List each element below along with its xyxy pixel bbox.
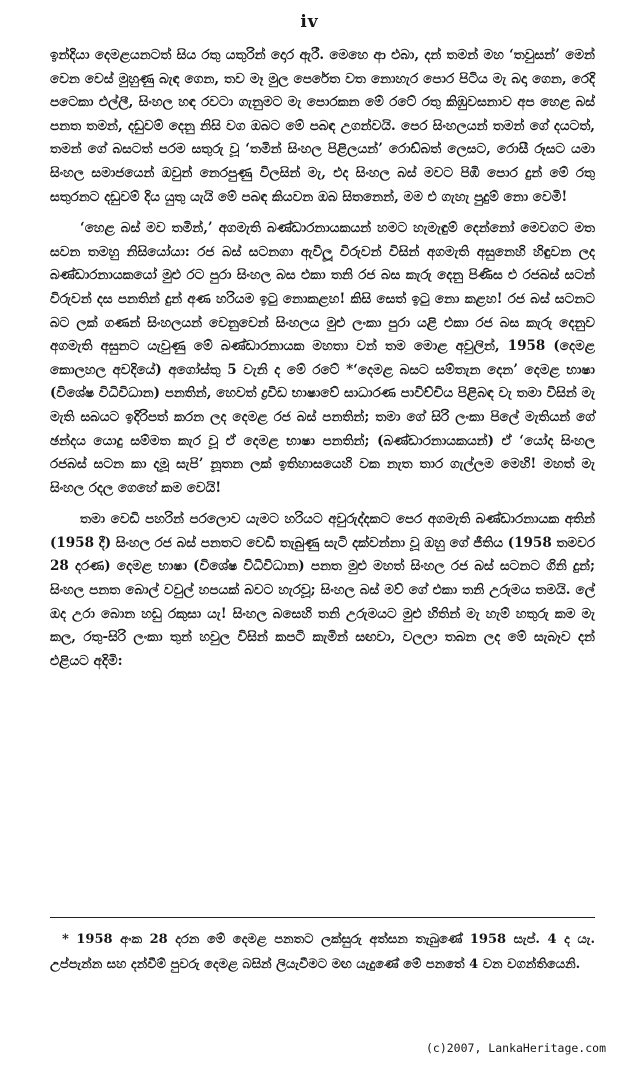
footnote [50,928,595,977]
footnote-divider [50,917,595,918]
copyright-notice: (c)2007, LankaHeritage.com [425,1041,606,1055]
paragraph-1: ඉන්දියා දෙමළයනටත් සිය රතු යතුරින් දොර ඇරී. මෙහෙ ආ එබා, දන් තමන් මහ ‘තවුසන්’ මෙන් වෙන වෙස් මුහුණු බැඳ ගෙන, තව මෑ මුල පෙරේත වත නොහැර පොර පිටිය මැ බදා ගෙන, රෙදි පටෙකා එල්ලී, සිංහල හඳ රවටා ගැනුමට මැ පොරකන මේ රටේ රතු කිඹුවසනාව අප හෙළ බස් පනත තමන්, දඩුවම් දෙනු නිසි වග ඔබට මේ පබඳ උගන්වයි. පෙර සිංහලයන් තමන් ගේ දයටත්, තමන් ගේ බසටත් පරම සතුරු වූ ‘තමින් සිංහල පිළිලයන්’ රොඩ්බත් ලෙසට, රොසී රූසට යමා සිංහල සමාජයෙන් ඔවුන් නෙරපුණු විලසින් මැ, එද සිංහල බස් මවට පිඹි පොර දුන් මේ රතු සතුරනට දඩුවම් දිය යුතු යැයි මේ පබඳ කියවන ඔබ සිතනෙන්, මම එ ගැහැ පුදුම් නො වෙමි! [50,47,595,205]
footnote-text: * 1958 අංක 28 දරන මේ දෙමළ පනතට ලක්සුරු අත්සන තැබුණේ 1958 සැප්. 4 ද යැ. උප්පැන්න සහ දන්වීම් පුවරු දෙමළ බසින් ලියැවීමට මඟ යැදුණේ මේ පනතේ 4 වන වගන්තියෙනි. [50,932,595,972]
body-text [50,44,595,681]
paragraph-3: තමා වෙඩි පහරින් පරලොව යැමට හරියට අවුරුද්දකට පෙර අගමැති බණ්ඩාරනායක අතින් (1958 දී) සිංහල රජ බස් පනතට වෙඩි තැබුණු සැටි දක්වන්නා වූ ඔහු ගේ ජීතිය (1958 තමවර 28 දරණ) දෙමළ භාෂා (විශේෂ විධිවිධාන) පනත මුළු මහත් සිංහල රජ බස් සටනට ගිනි දුන්; සිංහල පනත බොල් වවුල් හපයක් බවට හැරවූ; සිංහල බස් මව් ගේ එකා තනි උරුමය තමයි. ලේ ඔද උරා බොන හඩු රකුසා යැ! සිංහල බසෙහි තනි උරුමයට මුළු හිතින් මැ හැම් හතුරු කම මැ කල, රතු-සිරි ලංකා තුන් හවුල විසින් කපටි කැමින් සඟවා, වලලා තබන ලද මේ සැබෑව දන් එළියට අදිමි: [50,511,595,669]
paragraph-2: ‘හෙළ බස් මව තමින්,’ අගමැති බණ්ඩාරනායකයන් හමට හැමැඳුම් දෙන්නෝ මෙවගට මත සවන තමහු නිසියෝයා: රජ බස් සටනගා ඇවිලූ විරුවන් විසින් අගමැති අසුනෙහි හිඳුවන ලද බණ්ඩාරනායකයෝ මුළු රට පුරා සිංහල බස එකා තනි රජ බස කැරු දෙනු පිණිස එ රජබස් සටන් විරුවන් දස පනතින් දුන් අණ හරියම ඉටු නොකළහ! කිසි සෙත් ඉටු නො කළහ! රජ බස් සටනට බට ලක් ගණන් සිංහලයන් වෙනුවෙන් සිංහලය මුළු ලංකා පුරා යළි එකා රජ බස කැරු දෙනුව අගමැති අසුනට යැවුණු මේ බණ්ඩාරනායක මහතා වන් තම මොළ අවුලින්, 1958 (දෙමළ කොලහල අවදියේ) අගෝස්තු 5 වැනි ද මේ රටේ *‘දෙමළ බසට සම්තැන දෙන’ දෙමළ භාෂා (විශේෂ විධිවිධාන) පනතින්, හෙවත් ද්‍රවිඩ භාෂාවේ සාධාරණ පාවිච්චිය පිළිබඳ වැ තමා විසින් මැ මැති සබයට ඉදිරිපත් කරන ලද දෙමළ රජ බස් පනතින්; තමා ගේ සිරි ලංකා පිලේ මැතියන් ගේ ඡන්දය යොදු සම්මත කැර වූ ඒ දෙමළ භාෂා පනතින්; (බණ්ඩාරනායකයන්) ඒ ‘යෝද සිංහල රජබස් සටන කා දමූ සැපි’ නූතන ලක් ඉතිහාසයෙහි වක නැත තාර ගැල්ලම මෙහි! මහත් මැ සිංහල රදල ගෙහේ කම වෙයි! [50,220,595,496]
page-number: iv [300,12,319,32]
